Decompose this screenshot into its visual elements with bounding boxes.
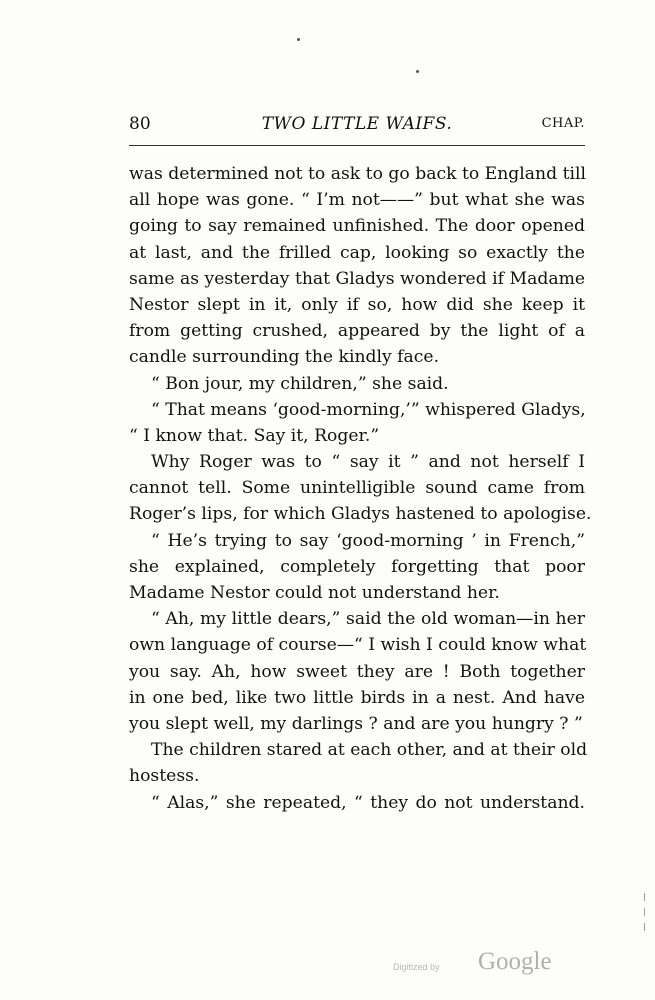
text-line: she explained, completely forgetting that poor — [129, 556, 585, 577]
text-line: was determined not to ask to go back to England till — [129, 164, 586, 184]
text-line: Madame Nestor could not understand her. — [129, 583, 500, 603]
digitized-by-label: Digitized by — [393, 962, 440, 972]
text-line: “ Alas,” she repeated, “ they do not understand. — [151, 792, 585, 813]
text-line: “ Bon jour, my children,” she said. — [151, 373, 449, 394]
text-line: you say. Ah, how sweet they are ! Both together — [129, 661, 585, 682]
page-number: 80 — [129, 114, 151, 134]
header-rule — [129, 145, 585, 146]
text-line: you slept well, my darlings ? and are you hungry ? ” — [129, 713, 583, 734]
text-line: cannot tell. Some unintelligible sound came from — [129, 478, 585, 499]
google-logo: Google — [478, 948, 552, 975]
text-line: same as yesterday that Gladys wondered if Madame — [129, 268, 586, 289]
digitized-watermark — [393, 948, 563, 978]
text-line: from getting crushed, appeared by the light of a — [129, 321, 585, 342]
scan-speck — [416, 70, 419, 73]
text-line: The children stared at each other, and at their old — [151, 740, 588, 761]
text-line: own language of course—“ I wish I could know what — [129, 635, 587, 656]
body-text — [129, 161, 592, 816]
text-line: Nestor slept in it, only if so, how did she keep it — [129, 294, 585, 315]
scan-edge-marks — [644, 893, 647, 933]
text-line: candle surrounding the kindly face. — [129, 347, 440, 368]
text-line: “ Ah, my little dears,” said the old woman—in her — [151, 609, 585, 630]
running-title: TWO LITTLE WAIFS. — [261, 114, 453, 134]
text-line: “ That means ‘good-morning,’” whispered Gladys, — [151, 399, 586, 420]
text-line: at last, and the frilled cap, looking so exactly the — [129, 242, 585, 263]
chapter-abbrev: CHAP. — [541, 116, 585, 131]
text-line: Roger’s lips, for which Gladys hastened to apologise. — [129, 504, 592, 525]
text-line: going to say remained unfinished. The door opened — [129, 216, 585, 237]
text-line: Why Roger was to “ say it ” and not herself I — [151, 452, 585, 473]
text-line: all hope was gone. “ I’m not——” but what she was — [129, 190, 585, 211]
text-line: hostess. — [129, 766, 200, 787]
running-header — [129, 114, 585, 142]
text-line: “ I know that. Say it, Roger.” — [129, 425, 380, 446]
text-line: “ He’s trying to say ‘good-morning ’ in French,” — [151, 530, 585, 551]
text-line: in one bed, like two little birds in a nest. And have — [129, 687, 585, 708]
scan-speck — [297, 38, 300, 41]
